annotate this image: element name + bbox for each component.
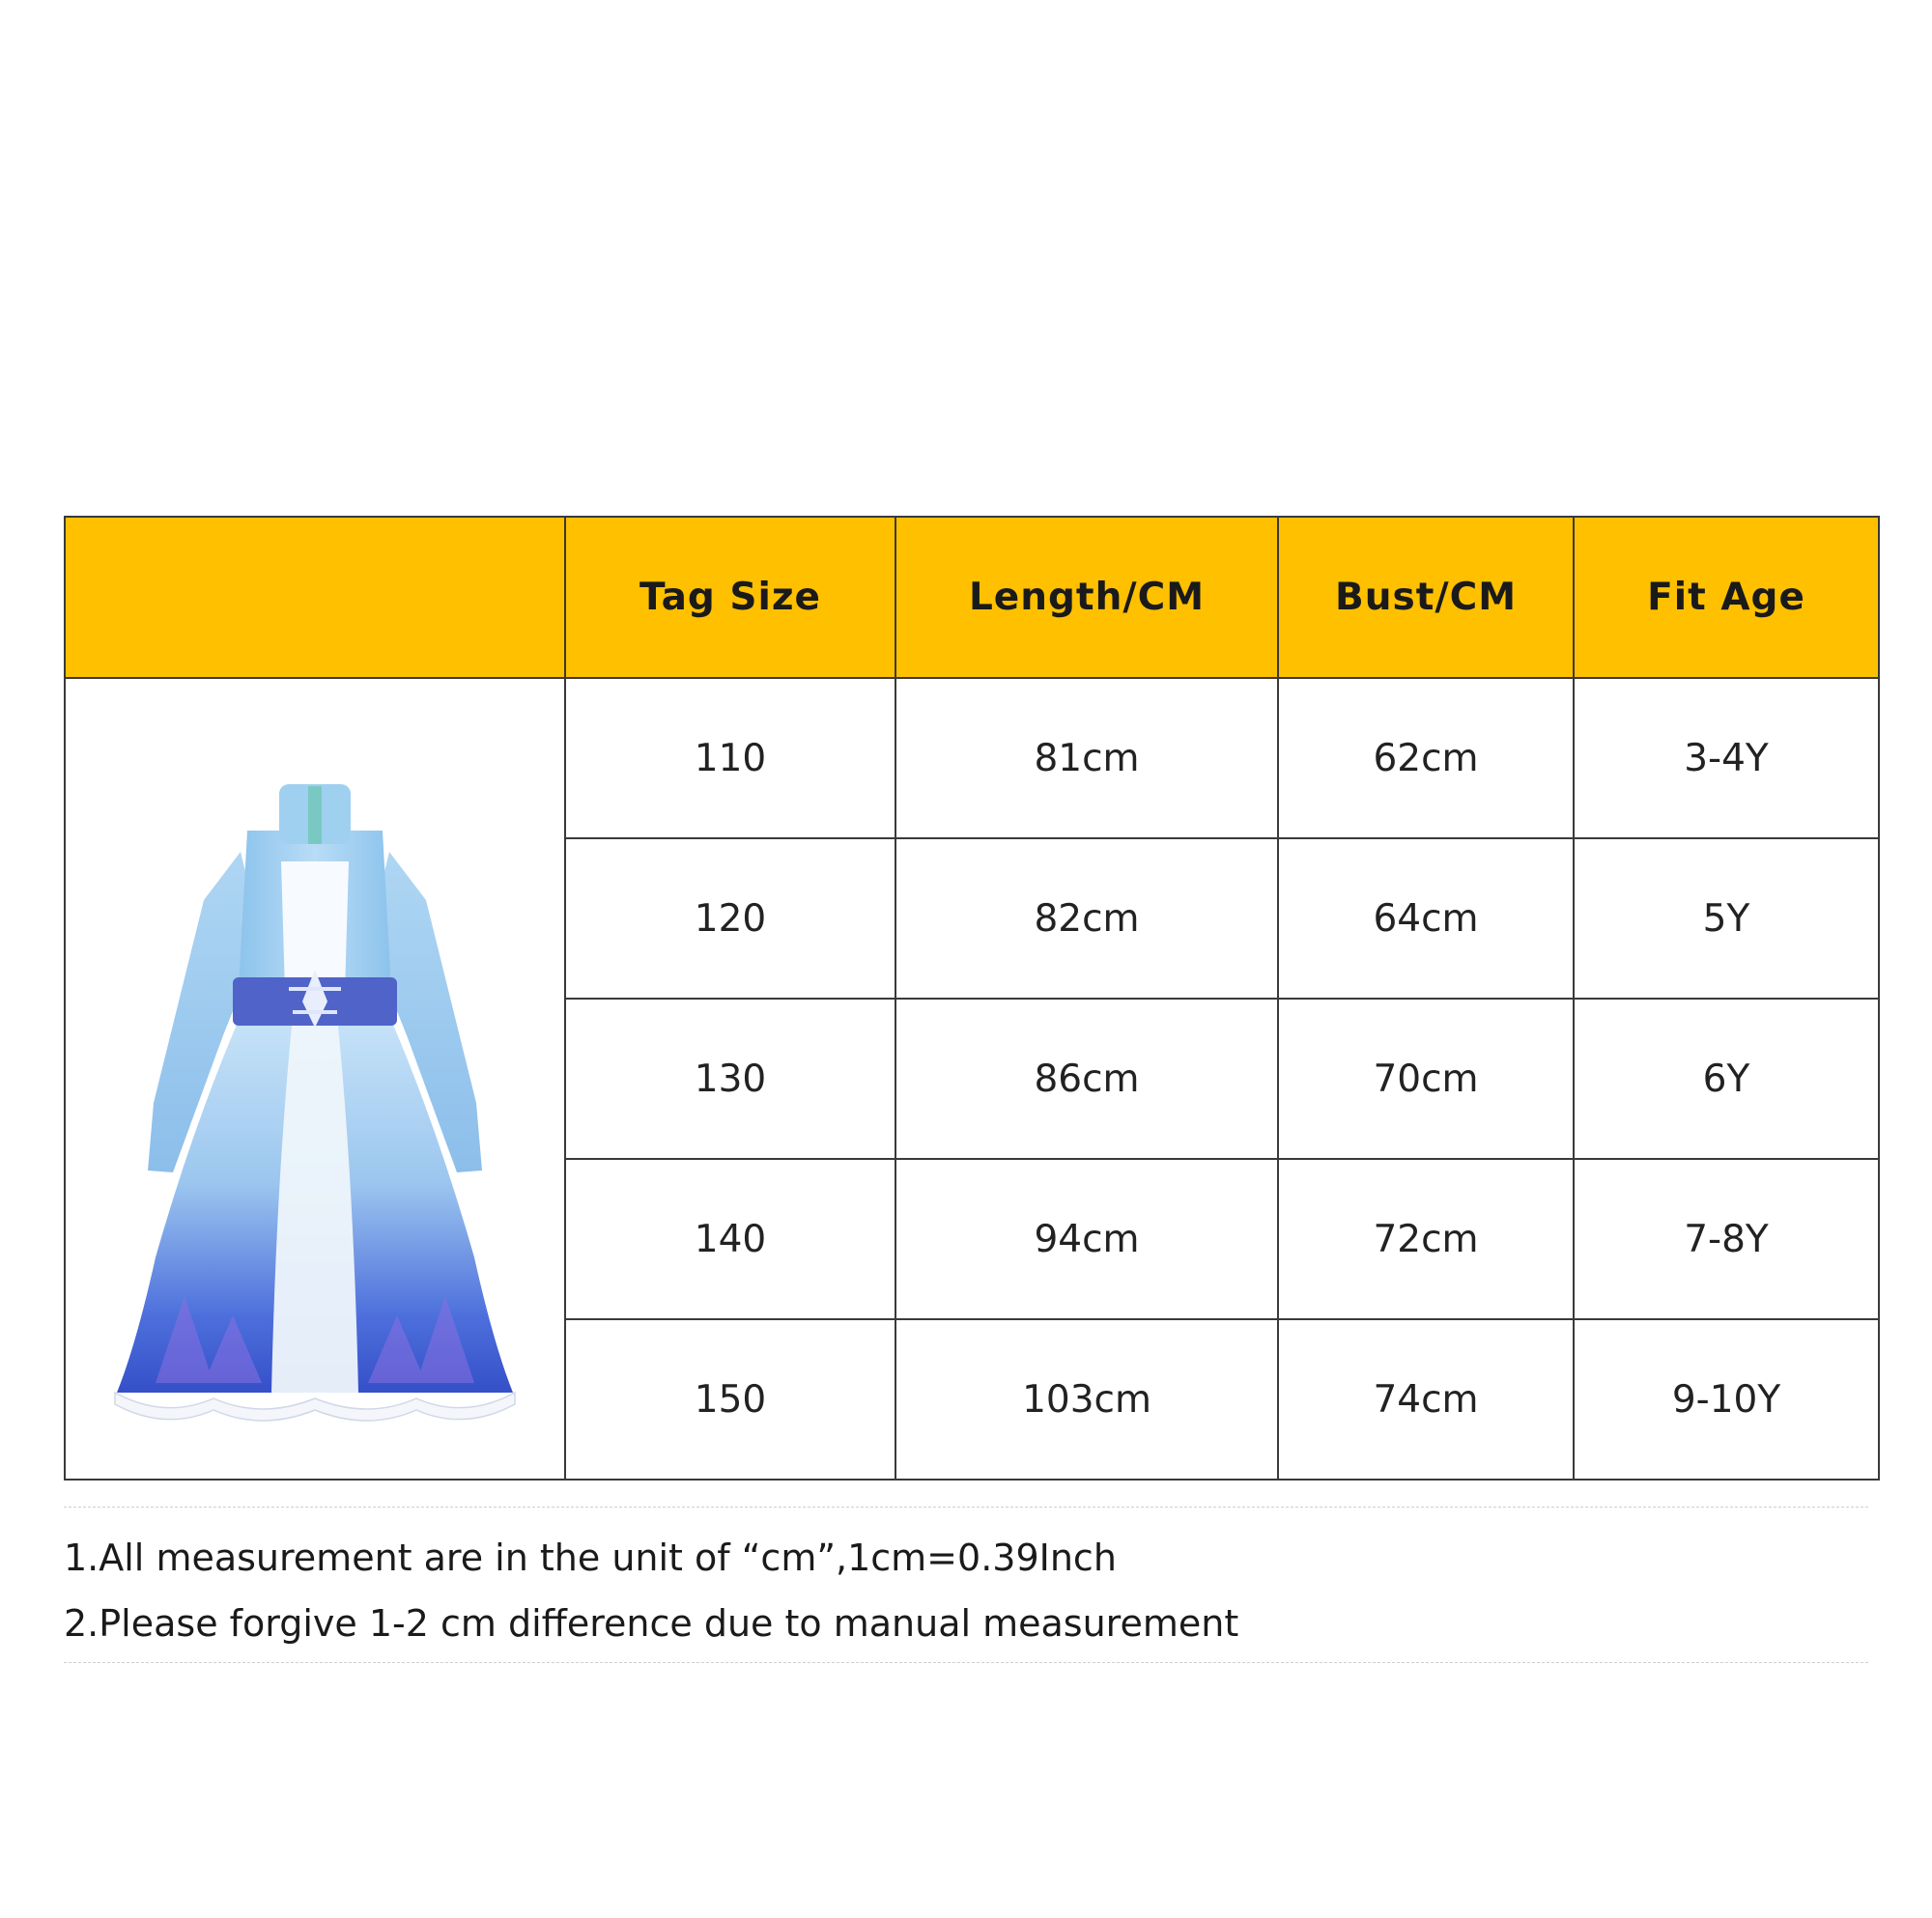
fit-age-cell: 3-4Y — [1574, 678, 1879, 838]
header-cell-fit-age: Fit Age — [1574, 517, 1879, 678]
dress-photo — [78, 717, 552, 1431]
tag-size-cell: 150 — [565, 1319, 895, 1480]
length-cell: 94cm — [895, 1159, 1278, 1319]
tag-size-cell: 130 — [565, 999, 895, 1159]
tag-size-cell: 120 — [565, 838, 895, 999]
product-photo-cell — [65, 678, 565, 1480]
bust-cell: 62cm — [1278, 678, 1574, 838]
fit-age-cell: 7-8Y — [1574, 1159, 1879, 1319]
bust-cell: 72cm — [1278, 1159, 1574, 1319]
fit-age-cell: 6Y — [1574, 999, 1879, 1159]
length-cell: 81cm — [895, 678, 1278, 838]
fit-age-cell: 5Y — [1574, 838, 1879, 999]
tag-size-cell: 110 — [565, 678, 895, 838]
header-cell-tag-size: Tag Size — [565, 517, 895, 678]
note-line-2: 2.Please forgive 1-2 cm difference due to manual measurement — [64, 1602, 1239, 1645]
length-cell: 86cm — [895, 999, 1278, 1159]
length-cell: 82cm — [895, 838, 1278, 999]
header-cell-length: Length/CM — [895, 517, 1278, 678]
bust-cell: 74cm — [1278, 1319, 1574, 1480]
header-cell-image — [65, 517, 565, 678]
tag-size-cell: 140 — [565, 1159, 895, 1319]
note-line-1: 1.All measurement are in the unit of “cm”,1cm=0.39Inch — [64, 1537, 1117, 1579]
table-header-row — [65, 517, 1879, 678]
length-cell: 103cm — [895, 1319, 1278, 1480]
table-row — [65, 678, 1879, 838]
size-chart-table — [64, 516, 1880, 1481]
measurement-notes — [64, 1507, 1868, 1663]
bust-cell: 70cm — [1278, 999, 1574, 1159]
fit-age-cell: 9-10Y — [1574, 1319, 1879, 1480]
bust-cell: 64cm — [1278, 838, 1574, 999]
header-cell-bust: Bust/CM — [1278, 517, 1574, 678]
